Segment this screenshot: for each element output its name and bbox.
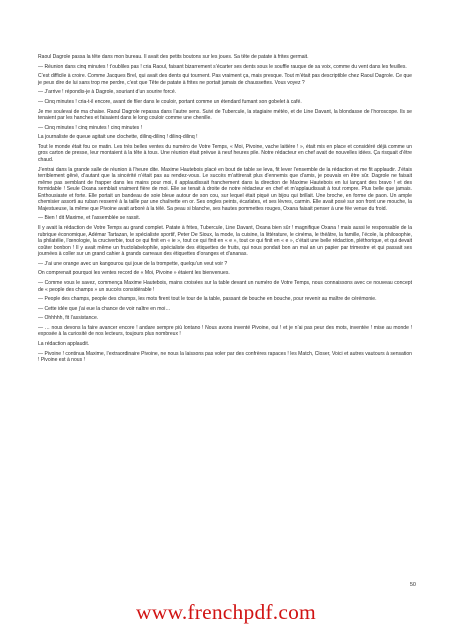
paragraph: — Comme vous le savez, commença Maxime Hautebois, mains croisées sur la table devant un numéro de Votre Temps, nous connaissons avec ce nouveau concept de « people des champs » un succès considérable !	[38, 279, 412, 293]
paragraph: Tout le monde était fou ce matin. Les très belles ventes du numéro de Votre Temps, « Moi, Pivoine, vache laitière ! », était mis en place et considéré déjà comme un gros carton de presse, leur montaient à la tête à tous. Une réunion était prévue à neuf heures pile. Notre rédacteur en chef avait de nouvelles idées. Ça risquait d’être chaud.	[38, 143, 412, 163]
paragraph: La journaliste de queue agitait une clochette, dilinq-dilinq ! dilinq-dilinq !	[38, 134, 198, 141]
paragraph: Raoul Dagrole passa la tête dans mon bureau. Il avait des petits boutons sur les joues. Sa tête de patate à frites germait.	[38, 54, 309, 60]
paragraph: — Pivoine ! continua Maxime, l’extraordinaire Pivoine, ne nous la laissons pas voler par des confrères rapaces ! les Match, Closer, Voici et autres vautours à sensation ! Pivoine est à nous !	[38, 350, 412, 364]
page-body	[38, 54, 412, 367]
paragraph: — Cinq minutes ! cinq minutes ! cinq minutes !	[38, 124, 143, 131]
paragraph: On comprenait pourquoi les ventes record de « Moi, Pivoine » étaient les bienvenues.	[38, 270, 230, 277]
paragraph: C’est difficile à croire. Comme Jacques Brel, qui avait des dents qui tournent. Pas vraiment ça, mais presque. Tout m’était pas descriptible chez Raoul Dagrole. Ce que je peux dire de lui sans trop me perdre, c’est que Tête de patate à frites ne portait jamais de chaussettes. Vous voyez ?	[38, 73, 412, 86]
footer-url-link[interactable]: www.frenchpdf.com	[136, 600, 316, 624]
page-number: 50	[409, 582, 416, 588]
paragraph: — J’arrive ! répondis-je à Dagrole, souriant d’un sourire forcé.	[38, 89, 177, 96]
paragraph: Je me soulevai de ma chaise. Raoul Dagrole repassa dans l’autre sens. Suivi de Tubercule, la stagiaire météo, et de Line Davant, la blondasse de l’horoscope. Ils se tenaient par les hanches et faisaient dans le long couloir comme une chenille.	[38, 108, 412, 122]
paragraph: — Cette idée que j’ai eue la chance de voir naître en moi…	[38, 305, 171, 312]
paragraph: J’entrai dans la grande salle de réunion à l’heure dite. Maxime Hautebois placé en bout de table se leva, fit lever l’ensemble de la rédaction et me fit applaudir. J’étais terriblement gêné, d’autant que la sincérité n’était pas au rendez-vous. Le succès m’attirerait plus d’ennemis que d’amis, je pouvais en être sûr. Dagrole ne faisait même pas semblant de frapper dans les mains pour moi, il applaudissait franchement dans la direction de Maxime Hautebois en lui lançant des bravo ! et des formidable ! Seule Oxana semblait vraiment fière de moi. Elle se tenait à droite de notre rédacteur en chef et m’applaudissait à tout rompre. Plus belle que jamais. Enthousiaste et forte. Elle portait un bandeau de soie bleue autour de son cou, sur lequel était piqué un bijou qui brillait. Une broche, en forme de paon. Un ample chemisier assorti au ruban resserré à la taille par une chaînette en or. Ses ongles peints, écarlates, et ses lèvres, carmin. Elle avait posé sur son front une mouche, la Majestueuse, la même que Pivoine avait arboré à la télé. Sa peau si blanche, ses hautes pommettes rouges, Oxana faisait penser à une fée venue du froid.	[38, 166, 412, 212]
paragraph: — People des champs, people des champs, les mots firent tout le tour de la table, passant de bouche en bouche, pour revenir au maître de cérémonie.	[38, 296, 377, 303]
paragraph: La rédaction applaudit.	[38, 341, 90, 348]
paragraph: — … nous devons la faire avancer encore ! andare sempre più lontano ! Nous avons inventé Pivoine, oui ! et je n’ai pas peur des mots, inventée ! mise au monde ! exposée à la curiosité de nos lecteurs, toujours plus nombreux !	[38, 324, 412, 338]
paragraph: — Réunion dans cinq minutes ! t’oubliles pas ! cria Raoul, faisant bizarrement s’écarter ses dents sous le souffle rauque de sa voix, comme du vent dans les feuilles.	[38, 63, 407, 70]
paragraph: — Bien ! dit Maxime, et l’assemblée se rassit.	[38, 215, 141, 222]
paragraph: — Ohhhhh, fit l’assistance.	[38, 315, 99, 322]
paragraph: — J’ai une orange avec un kangourou qui joue de la trompette, quelqu’un veut voir ?	[38, 260, 228, 267]
paragraph: Il y avait la rédaction de Votre Temps au grand complet. Patate à frites, Tubercule, Line Davant, Oxana bien sûr ! magnifique Oxana ! mais aussi le responsable de la rubrique économique, Adémar Tartazan, le spécialiste sportif, Peter De Sioux, la mode, la cuisine, la littérature, le cinéma, le théâtre, la famille, l’école, la philosophie, la philatélie, l’œnologie, la cruciverbie, tout ce qui finit en « ie », tout ce qui finit en « e », tout ce qui finit en « e », c’était une belle rédaction, pléthorique, et qui devait coûter bonbon ! Il y avait même un fructolabelophile, spécialiste des étiquettes de fruits, qui nous pondait bon an mal an un papier par trimestre et qui passait ses journées à coller sur un grand cahier à grands carreaux des étiquettes d’oranges et d’ananas.	[38, 225, 412, 258]
paragraph: — Cinq minutes ! cria-t-il encore, avant de filer dans le couloir, portant comme un étendard fumant son gobelet à café.	[38, 98, 302, 105]
